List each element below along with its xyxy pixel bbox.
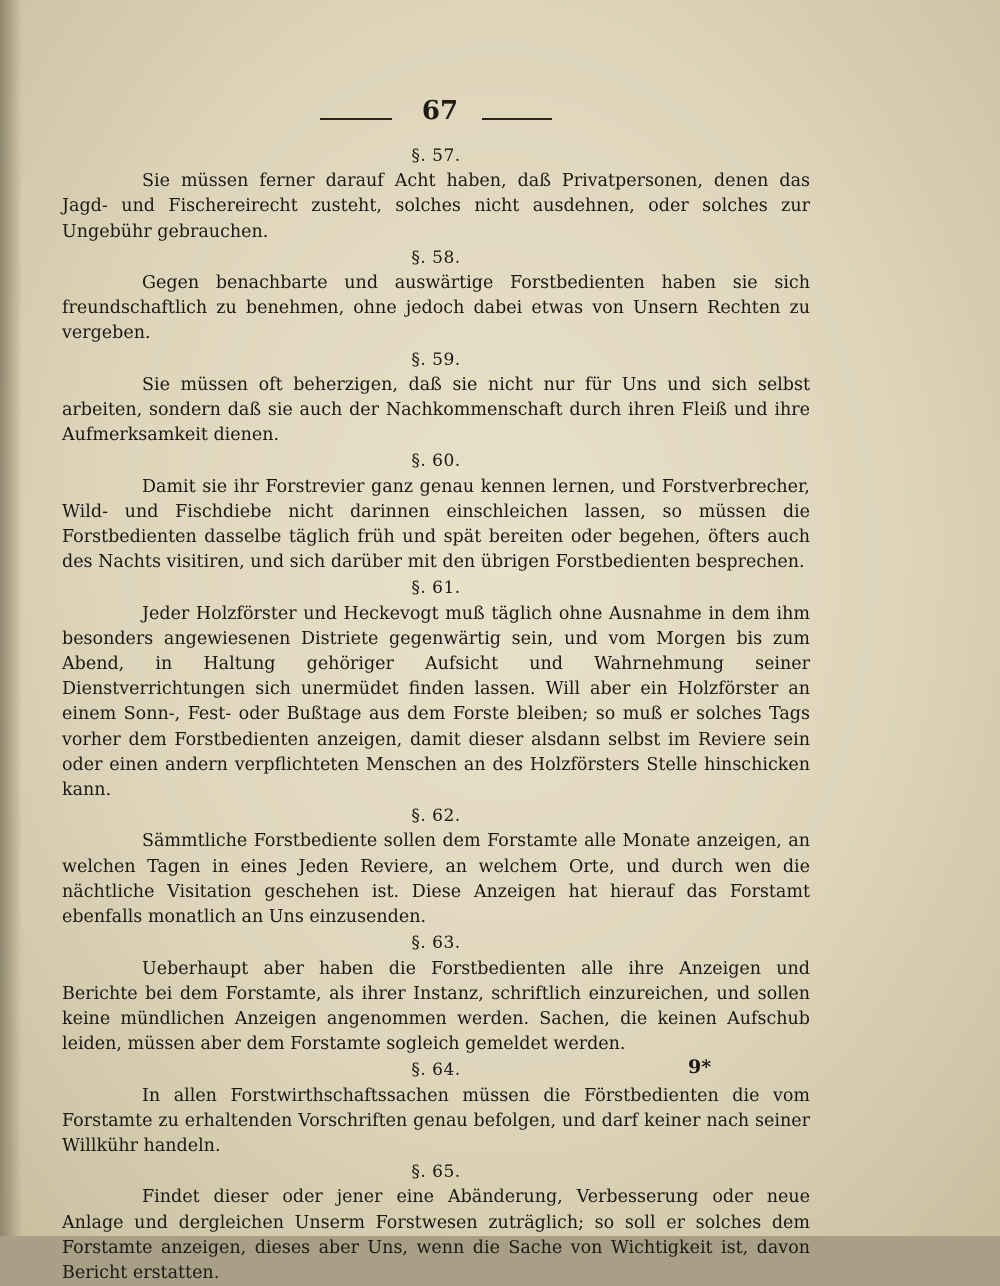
section-heading: §. 58. [411,247,461,268]
section-text: Findet dieser oder jener eine Abänderung, Verbesserung oder neue Anlage und dergleichen Unserm Forstwesen zuträglich; so soll er solches dem Forstamte anzeigen, dieses aber Uns, wenn die Sache von Wichtigkeit ist, davon Bericht erstatten. [62,1187,810,1283]
section-63 [62,931,810,1057]
section-text: In allen Forstwirthschaftssachen müssen die Förstbedienten die vom Forstamte zu erhaltenden Vorschriften genau befolgen, und darf keiner nach seiner Willkühr handeln. [62,1085,810,1156]
section-text: Gegen benachbarte und auswärtige Forstbedienten haben sie sich freundschaftlich zu benehmen, ohne jedoch dabei etwas von Unsern Rechten zu vergeben. [62,273,810,344]
section-60 [62,449,810,575]
section-text: Damit sie ihr Forstrevier ganz genau kennen lernen, und Forstverbrecher, Wild- und Fischdiebe nicht darinnen einschleichen lassen, so müssen die Forstbedienten dasselbe täglich früh und spät bereiten oder begehen, öfters auch des Nachts visitiren, und sich darüber mit den übrigen Forstbedienten besprechen. [62,476,810,573]
section-text: Jeder Holzförster und Heckevogt muß täglich ohne Ausnahme in dem ihm besonders angewiesenen Distriete gegenwärtig sein, und vom Morgen bis zum Abend, in Haltung gehöriger Aufsicht und Wahrnehmung seiner Dienstverrichtungen sich unermüdet finden lassen. Will aber ein Holzförster an einem Sonn-, Fest- oder Bußtage aus dem Forste bleiben; so muß er solches Tags vorher dem Forstbedienten anzeigen, damit dieser alsdann selbst im Reviere sein oder einen andern verpflichteten Menschen an des Holzförsters Stelle hinschicken kann. [62,603,810,801]
page-edge-shadow [0,0,22,1236]
section-57 [62,144,810,245]
header-rule-right [482,118,552,120]
section-heading: §. 59. [411,349,461,370]
page-header [0,96,1000,136]
section-62 [62,804,810,930]
section-text: Sie müssen oft beherzigen, daß sie nicht nur für Uns und sich selbst arbeiten, sondern daß sie auch der Nachkommenschaft durch ihren Fleiß und ihre Aufmerksamkeit dienen. [62,374,810,446]
page-body [62,143,810,1286]
section-heading: §. 57. [411,146,461,166]
section-58 [62,246,810,347]
section-heading: §. 61. [411,578,461,599]
section-text: Sämmtliche Forstbediente sollen dem Forstamte alle Monate anzeigen, an welchen Tagen in eines Jeden Reviere, an welchem Orte, und durch wen die nächtliche Visitation geschehen ist. Diese Anzeigen hat hierauf das Forstamt ebenfalls monatlich an Uns einzusenden. [62,831,810,928]
section-text: Sie müssen ferner darauf Acht haben, daß Privatpersonen, denen das Jagd- und Fischereirecht zusteht, solches nicht ausdehnen, oder solches zur Ungebühr gebrauchen. [62,171,810,242]
header-rule-left [320,118,392,120]
section-59 [62,348,810,449]
section-61 [62,576,810,803]
section-heading: §. 63. [411,933,461,954]
section-heading: §. 62. [411,806,461,827]
section-text: Ueberhaupt aber haben die Forstbedienten alle ihre Anzeigen und Berichte bei dem Forstamte, als ihrer Instanz, schriftlich einzureichen, und sollen keine mündlichen Anzeigen angenommen werden. Sachen, die keinen Aufschub leiden, müssen aber dem Forstamte sogleich gemeldet werden. [62,958,810,1055]
page-number: 67 [421,96,459,126]
section-heading: §. 64. [411,1060,461,1081]
section-heading: §. 65. [411,1162,461,1183]
signature-mark: 9* [688,1056,712,1078]
section-65 [62,1160,810,1286]
section-heading: §. 60. [411,451,461,472]
